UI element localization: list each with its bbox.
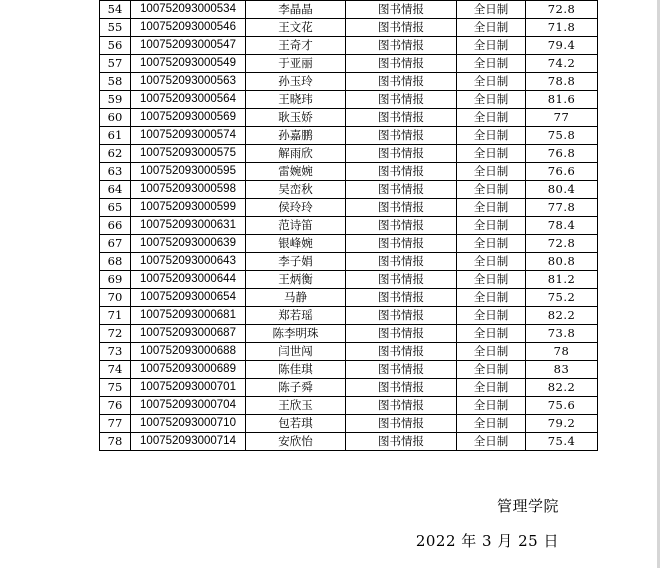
score-cell: 76.6 [526, 163, 598, 181]
candidate-name-cell: 安欣怡 [246, 433, 346, 451]
score-cell: 75.8 [526, 127, 598, 145]
row-number-cell: 70 [100, 289, 131, 307]
row-number-cell: 75 [100, 379, 131, 397]
major-cell: 图书情报 [346, 163, 457, 181]
candidate-id-cell: 100752093000598 [131, 181, 246, 199]
candidate-name-cell: 闫世闯 [246, 343, 346, 361]
table-row [100, 73, 598, 91]
score-cell: 79.2 [526, 415, 598, 433]
candidate-name-cell: 孙玉玲 [246, 73, 346, 91]
candidate-id-cell: 100752093000689 [131, 361, 246, 379]
row-number-cell: 78 [100, 433, 131, 451]
study-mode-cell: 全日制 [457, 271, 526, 289]
study-mode-cell: 全日制 [457, 307, 526, 325]
candidate-id-cell: 100752093000714 [131, 433, 246, 451]
row-number-cell: 59 [100, 91, 131, 109]
table-row [100, 343, 598, 361]
score-cell: 79.4 [526, 37, 598, 55]
candidate-name-cell: 包若琪 [246, 415, 346, 433]
row-number-cell: 63 [100, 163, 131, 181]
score-cell: 78 [526, 343, 598, 361]
table-row [100, 181, 598, 199]
study-mode-cell: 全日制 [457, 163, 526, 181]
major-cell: 图书情报 [346, 127, 457, 145]
candidate-name-cell: 陈李明珠 [246, 325, 346, 343]
major-cell: 图书情报 [346, 73, 457, 91]
score-cell: 72.8 [526, 235, 598, 253]
major-cell: 图书情报 [346, 235, 457, 253]
major-cell: 图书情报 [346, 289, 457, 307]
study-mode-cell: 全日制 [457, 433, 526, 451]
row-number-cell: 60 [100, 109, 131, 127]
table-row [100, 415, 598, 433]
candidate-name-cell: 侯玲玲 [246, 199, 346, 217]
study-mode-cell: 全日制 [457, 127, 526, 145]
row-number-cell: 64 [100, 181, 131, 199]
row-number-cell: 69 [100, 271, 131, 289]
candidate-name-cell: 吴峦秋 [246, 181, 346, 199]
row-number-cell: 65 [100, 199, 131, 217]
study-mode-cell: 全日制 [457, 1, 526, 19]
candidate-name-cell: 王晓玮 [246, 91, 346, 109]
candidate-name-cell: 王奇才 [246, 37, 346, 55]
score-cell: 83 [526, 361, 598, 379]
score-cell: 78.4 [526, 217, 598, 235]
table-row [100, 217, 598, 235]
table-row [100, 37, 598, 55]
row-number-cell: 74 [100, 361, 131, 379]
candidate-id-cell: 100752093000688 [131, 343, 246, 361]
score-cell: 82.2 [526, 379, 598, 397]
score-cell: 76.8 [526, 145, 598, 163]
row-number-cell: 71 [100, 307, 131, 325]
row-number-cell: 76 [100, 397, 131, 415]
row-number-cell: 68 [100, 253, 131, 271]
candidate-id-cell: 100752093000681 [131, 307, 246, 325]
candidate-name-cell: 雷婉婉 [246, 163, 346, 181]
study-mode-cell: 全日制 [457, 19, 526, 37]
candidate-name-cell: 李子娟 [246, 253, 346, 271]
candidate-name-cell: 银峰婉 [246, 235, 346, 253]
candidate-id-cell: 100752093000631 [131, 217, 246, 235]
study-mode-cell: 全日制 [457, 199, 526, 217]
candidate-id-cell: 100752093000701 [131, 379, 246, 397]
candidate-name-cell: 马静 [246, 289, 346, 307]
score-cell: 75.6 [526, 397, 598, 415]
table-row [100, 433, 598, 451]
table-row [100, 1, 598, 19]
table-row [100, 361, 598, 379]
score-cell: 81.6 [526, 91, 598, 109]
study-mode-cell: 全日制 [457, 415, 526, 433]
major-cell: 图书情报 [346, 397, 457, 415]
candidate-name-cell: 范诗笛 [246, 217, 346, 235]
score-cell: 75.2 [526, 289, 598, 307]
major-cell: 图书情报 [346, 1, 457, 19]
major-cell: 图书情报 [346, 55, 457, 73]
score-cell: 78.8 [526, 73, 598, 91]
study-mode-cell: 全日制 [457, 109, 526, 127]
row-number-cell: 58 [100, 73, 131, 91]
score-cell: 71.8 [526, 19, 598, 37]
study-mode-cell: 全日制 [457, 325, 526, 343]
study-mode-cell: 全日制 [457, 343, 526, 361]
table-row [100, 235, 598, 253]
candidate-id-cell: 100752093000639 [131, 235, 246, 253]
study-mode-cell: 全日制 [457, 181, 526, 199]
admission-table [99, 0, 598, 451]
score-cell: 72.8 [526, 1, 598, 19]
candidate-id-cell: 100752093000574 [131, 127, 246, 145]
score-cell: 80.4 [526, 181, 598, 199]
study-mode-cell: 全日制 [457, 73, 526, 91]
major-cell: 图书情报 [346, 181, 457, 199]
major-cell: 图书情报 [346, 271, 457, 289]
footer-organization: 管理学院 [496, 497, 559, 515]
major-cell: 图书情报 [346, 433, 457, 451]
table-row [100, 145, 598, 163]
study-mode-cell: 全日制 [457, 145, 526, 163]
major-cell: 图书情报 [346, 325, 457, 343]
major-cell: 图书情报 [346, 217, 457, 235]
major-cell: 图书情报 [346, 145, 457, 163]
table-row [100, 289, 598, 307]
candidate-id-cell: 100752093000563 [131, 73, 246, 91]
candidate-id-cell: 100752093000710 [131, 415, 246, 433]
row-number-cell: 66 [100, 217, 131, 235]
table-row [100, 127, 598, 145]
row-number-cell: 72 [100, 325, 131, 343]
table-row [100, 163, 598, 181]
candidate-id-cell: 100752093000534 [131, 1, 246, 19]
study-mode-cell: 全日制 [457, 361, 526, 379]
candidate-id-cell: 100752093000595 [131, 163, 246, 181]
candidate-name-cell: 于亚丽 [246, 55, 346, 73]
major-cell: 图书情报 [346, 19, 457, 37]
row-number-cell: 77 [100, 415, 131, 433]
candidate-id-cell: 100752093000644 [131, 271, 246, 289]
score-cell: 77 [526, 109, 598, 127]
candidate-id-cell: 100752093000564 [131, 91, 246, 109]
score-cell: 73.8 [526, 325, 598, 343]
candidate-name-cell: 王炳衡 [246, 271, 346, 289]
table-row [100, 199, 598, 217]
study-mode-cell: 全日制 [457, 37, 526, 55]
row-number-cell: 62 [100, 145, 131, 163]
score-cell: 75.4 [526, 433, 598, 451]
candidate-name-cell: 孙嘉鹏 [246, 127, 346, 145]
table-row [100, 325, 598, 343]
study-mode-cell: 全日制 [457, 289, 526, 307]
candidate-id-cell: 100752093000654 [131, 289, 246, 307]
row-number-cell: 56 [100, 37, 131, 55]
major-cell: 图书情报 [346, 37, 457, 55]
candidate-id-cell: 100752093000546 [131, 19, 246, 37]
admission-table-body [100, 1, 598, 451]
table-row [100, 307, 598, 325]
study-mode-cell: 全日制 [457, 91, 526, 109]
major-cell: 图书情报 [346, 415, 457, 433]
candidate-id-cell: 100752093000687 [131, 325, 246, 343]
candidate-name-cell: 王欣玉 [246, 397, 346, 415]
candidate-id-cell: 100752093000547 [131, 37, 246, 55]
study-mode-cell: 全日制 [457, 55, 526, 73]
major-cell: 图书情报 [346, 307, 457, 325]
study-mode-cell: 全日制 [457, 379, 526, 397]
candidate-id-cell: 100752093000549 [131, 55, 246, 73]
major-cell: 图书情报 [346, 361, 457, 379]
candidate-name-cell: 解雨欣 [246, 145, 346, 163]
row-number-cell: 67 [100, 235, 131, 253]
score-cell: 82.2 [526, 307, 598, 325]
candidate-id-cell: 100752093000575 [131, 145, 246, 163]
candidate-name-cell: 郑若瑶 [246, 307, 346, 325]
row-number-cell: 55 [100, 19, 131, 37]
score-cell: 77.8 [526, 199, 598, 217]
footer-date: 2022 年 3 月 25 日 [415, 532, 559, 550]
score-cell: 81.2 [526, 271, 598, 289]
major-cell: 图书情报 [346, 199, 457, 217]
table-row [100, 19, 598, 37]
major-cell: 图书情报 [346, 91, 457, 109]
major-cell: 图书情报 [346, 343, 457, 361]
major-cell: 图书情报 [346, 109, 457, 127]
study-mode-cell: 全日制 [457, 235, 526, 253]
row-number-cell: 57 [100, 55, 131, 73]
candidate-name-cell: 陈子舜 [246, 379, 346, 397]
candidate-name-cell: 李晶晶 [246, 1, 346, 19]
major-cell: 图书情报 [346, 253, 457, 271]
candidate-id-cell: 100752093000704 [131, 397, 246, 415]
candidate-id-cell: 100752093000599 [131, 199, 246, 217]
candidate-id-cell: 100752093000643 [131, 253, 246, 271]
table-row [100, 109, 598, 127]
candidate-name-cell: 陈佳琪 [246, 361, 346, 379]
table-row [100, 91, 598, 109]
row-number-cell: 73 [100, 343, 131, 361]
candidate-id-cell: 100752093000569 [131, 109, 246, 127]
row-number-cell: 54 [100, 1, 131, 19]
study-mode-cell: 全日制 [457, 217, 526, 235]
study-mode-cell: 全日制 [457, 253, 526, 271]
table-row [100, 253, 598, 271]
score-cell: 74.2 [526, 55, 598, 73]
score-cell: 80.8 [526, 253, 598, 271]
table-row [100, 271, 598, 289]
table-row [100, 379, 598, 397]
table-row [100, 55, 598, 73]
major-cell: 图书情报 [346, 379, 457, 397]
table-row [100, 397, 598, 415]
study-mode-cell: 全日制 [457, 397, 526, 415]
candidate-name-cell: 王文花 [246, 19, 346, 37]
candidate-name-cell: 耿玉娇 [246, 109, 346, 127]
row-number-cell: 61 [100, 127, 131, 145]
